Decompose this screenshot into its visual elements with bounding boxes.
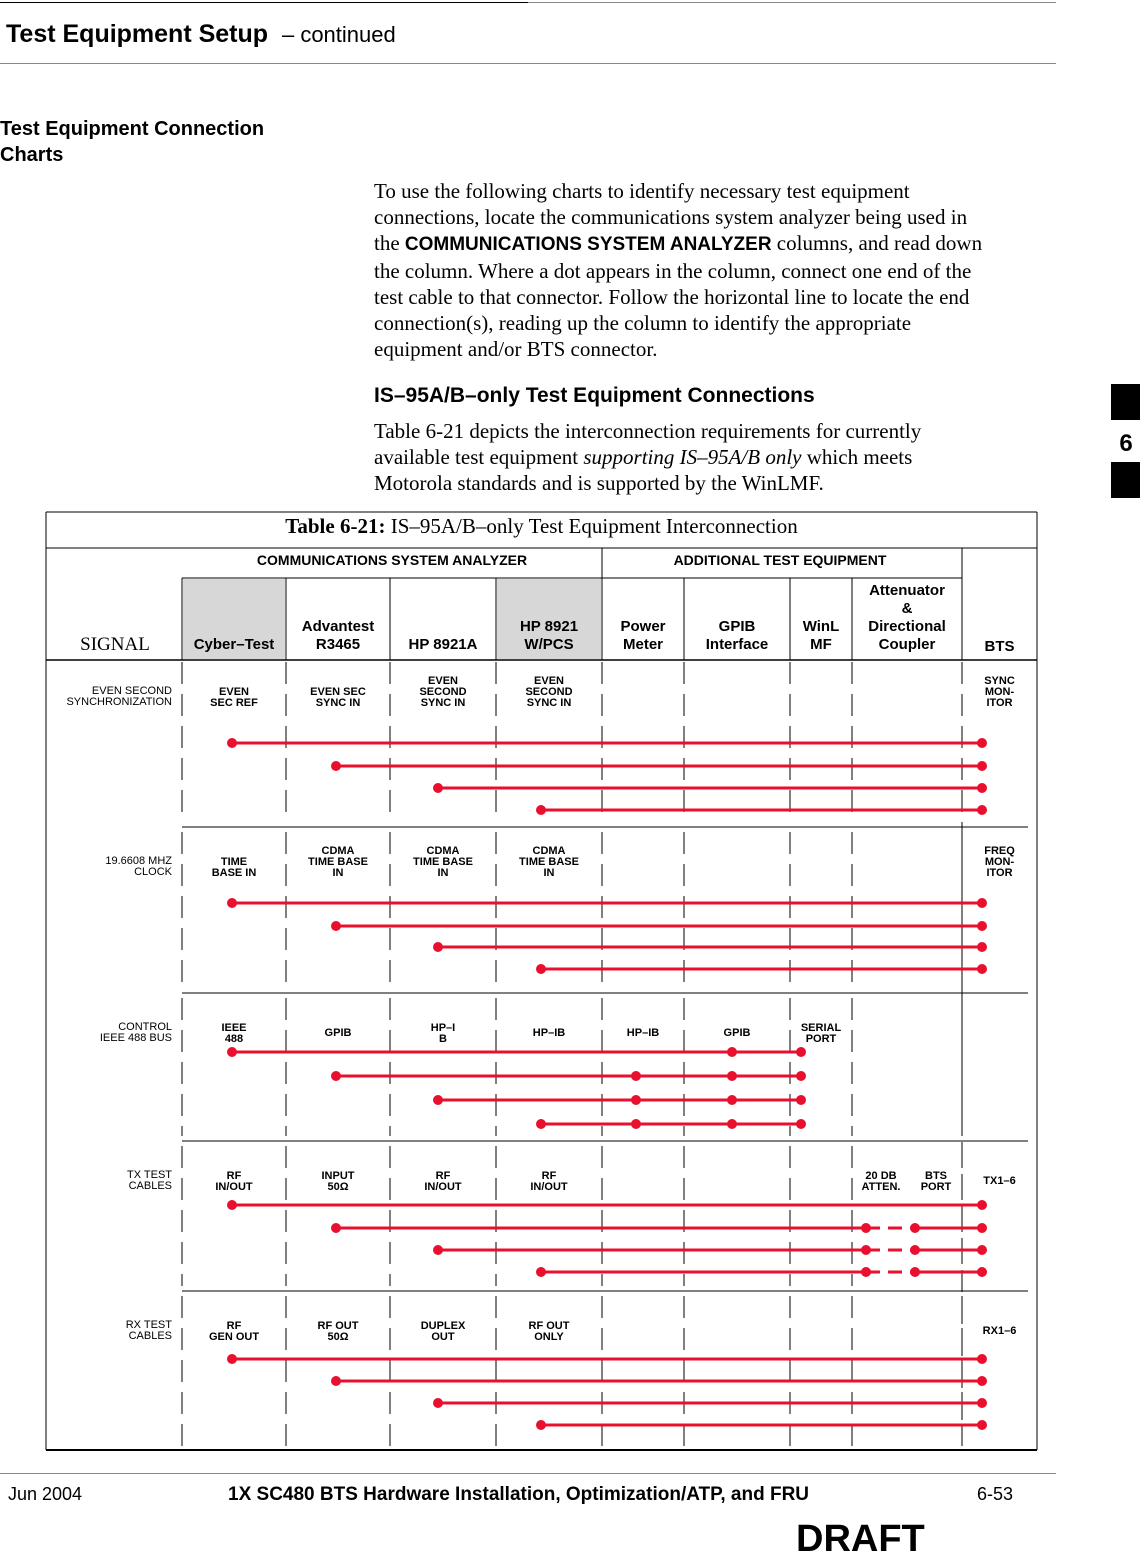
connector-label: EVEN <box>219 686 249 698</box>
signal-label: CONTROL <box>118 1021 172 1033</box>
connector-label: IN/OUT <box>424 1181 462 1193</box>
signal-header: SIGNAL <box>80 634 150 655</box>
signal-label: 19.6608 MHZ <box>105 855 172 867</box>
connector-label: 488 <box>224 1033 244 1045</box>
connection-dot <box>227 1047 237 1057</box>
intro-line-5: test cable to that connector. Follow the horizontal line to locate the end <box>374 285 970 309</box>
connection-dot <box>977 1223 987 1233</box>
draft-watermark: DRAFT <box>796 1518 925 1560</box>
connection-dot <box>331 1376 341 1386</box>
connection-dot <box>631 1119 641 1129</box>
connection-dot <box>227 1200 237 1210</box>
connection-dot <box>977 1354 987 1364</box>
signal-label: CABLES <box>128 1330 172 1342</box>
connection-dot <box>977 1420 987 1430</box>
connection-dot <box>977 738 987 748</box>
section-title-line2: Charts <box>0 144 64 166</box>
column-header: Cyber–Test <box>193 636 275 653</box>
group-header-additional: ADDITIONAL TEST EQUIPMENT <box>673 552 887 568</box>
section-title-line1: Test Equipment Connection <box>0 118 265 140</box>
intro-line-1: To use the following charts to identify necessary test equipment <box>374 179 910 203</box>
connection-dot <box>331 1071 341 1081</box>
footer-page-number: 6-53 <box>977 1484 1014 1504</box>
connection-dot <box>727 1095 737 1105</box>
connector-label: IEEE <box>221 1022 247 1034</box>
connection-dot <box>977 1398 987 1408</box>
connector-label: HP–IB <box>626 1027 660 1039</box>
column-header: W/PCS <box>524 636 574 653</box>
connection-dot <box>331 921 341 931</box>
connector-label: RF <box>541 1170 557 1182</box>
connection-dot <box>227 1354 237 1364</box>
connector-label: OUT <box>431 1331 455 1343</box>
connector-label: GPIB <box>723 1027 751 1039</box>
connector-label: IN/OUT <box>530 1181 568 1193</box>
connector-label: ITOR <box>986 697 1013 709</box>
connection-dot <box>727 1119 737 1129</box>
connector-label: TX1–6 <box>983 1175 1016 1187</box>
connection-dot <box>977 805 987 815</box>
connection-dot <box>977 964 987 974</box>
connection-dot <box>433 1245 443 1255</box>
column-header: Attenuator <box>869 582 945 599</box>
header-title: Test Equipment Setup <box>6 20 269 48</box>
signal-label: CLOCK <box>134 866 172 878</box>
connection-dot <box>433 783 443 793</box>
connection-dot <box>977 921 987 931</box>
connector-label: MON- <box>984 686 1015 698</box>
connector-label: ONLY <box>534 1331 564 1343</box>
connector-label: IN/OUT <box>215 1181 253 1193</box>
connection-dot <box>227 738 237 748</box>
table-caption-label: Table 6-21: <box>285 514 386 538</box>
connection-dot <box>433 942 443 952</box>
column-header: Meter <box>622 636 664 653</box>
connection-dot <box>536 1119 546 1129</box>
connection-dot <box>977 1376 987 1386</box>
table-intro-line-1: Table 6-21 depicts the interconnection requirements for currently <box>374 419 922 443</box>
connection-dot <box>796 1095 806 1105</box>
connection-dot <box>631 1071 641 1081</box>
connection-dot <box>536 964 546 974</box>
table-intro-line-2-italic: supporting IS–95A/B only <box>583 445 802 469</box>
connector-label: CDMA <box>321 845 355 857</box>
column-header: Directional <box>868 618 946 635</box>
footer-title: 1X SC480 BTS Hardware Installation, Optimization/ATP, and FRU <box>228 1484 810 1505</box>
connector-label: MON- <box>984 856 1015 868</box>
connector-label: CDMA <box>532 845 566 857</box>
column-header: R3465 <box>315 636 361 653</box>
signal-label: EVEN SECOND <box>91 685 172 697</box>
connection-dot <box>977 1267 987 1277</box>
connection-dot <box>977 942 987 952</box>
connector-label: ATTEN. <box>861 1181 901 1193</box>
connector-label: BASE IN <box>211 867 257 879</box>
connector-label: TIME BASE <box>413 856 473 868</box>
column-header: Coupler <box>878 636 936 653</box>
column-header: MF <box>810 636 832 653</box>
connector-label: SERIAL <box>800 1022 842 1034</box>
table-intro-line-2-pre: available test equipment <box>374 445 584 469</box>
table-caption <box>285 514 798 538</box>
chapter-tab-number: 6 <box>1119 430 1133 457</box>
connector-label: HP–I <box>430 1022 456 1034</box>
connection-dot <box>727 1071 737 1081</box>
connector-label: RF <box>226 1320 242 1332</box>
connection-dot <box>977 761 987 771</box>
connector-label: 50Ω <box>327 1181 349 1193</box>
connector-label: RF OUT <box>528 1320 570 1332</box>
connector-label: RX1–6 <box>982 1325 1017 1337</box>
column-header: Interface <box>705 636 769 653</box>
connector-label: RF OUT <box>317 1320 359 1332</box>
connector-label: SYNC <box>984 675 1015 687</box>
intro-line-3-post: columns, and read down <box>771 231 983 255</box>
subheading: IS–95A/B–only Test Equipment Connections <box>374 384 815 407</box>
intro-line-7: equipment and/or BTS connector. <box>374 337 658 361</box>
intro-line-4: the column. Where a dot appears in the column, connect one end of the <box>374 259 972 283</box>
connector-label: EVEN <box>534 675 564 687</box>
connector-label: SYNC IN <box>315 697 361 709</box>
column-header: BTS <box>984 638 1015 655</box>
table-caption-text: IS–95A/B–only Test Equipment Interconnection <box>385 514 798 538</box>
connection-dot <box>331 761 341 771</box>
connection-dot <box>536 1267 546 1277</box>
connector-label: 50Ω <box>327 1331 349 1343</box>
connector-label: 20 DB <box>865 1170 897 1182</box>
connection-dot <box>796 1047 806 1057</box>
column-header: Power <box>620 618 666 635</box>
column-header: HP 8921A <box>408 636 478 653</box>
connector-label: SEC REF <box>210 697 258 709</box>
footer-date: Jun 2004 <box>8 1484 83 1504</box>
table-intro-line-2-post: which meets <box>801 445 913 469</box>
connector-label: B <box>439 1033 447 1045</box>
connector-label: SYNC IN <box>420 697 466 709</box>
connection-dot <box>331 1223 341 1233</box>
connector-label: DUPLEX <box>420 1320 466 1332</box>
connector-label: GPIB <box>324 1027 352 1039</box>
connection-dot <box>910 1245 920 1255</box>
connection-dot <box>727 1047 737 1057</box>
connection-dot <box>861 1223 871 1233</box>
tab-block-top <box>1111 384 1140 420</box>
connection-dot <box>910 1267 920 1277</box>
column-header: Advantest <box>301 618 375 635</box>
connection-dot <box>227 898 237 908</box>
column-header: WinL <box>802 618 840 635</box>
connector-label: CDMA <box>426 845 460 857</box>
connector-label: EVEN SEC <box>310 686 366 698</box>
signal-label: RX TEST <box>125 1319 172 1331</box>
signal-label: SYNCHRONIZATION <box>66 696 172 708</box>
connector-label: INPUT <box>321 1170 355 1182</box>
connector-label: EVEN <box>428 675 458 687</box>
connection-dot <box>977 783 987 793</box>
column-header: GPIB <box>718 618 756 635</box>
header-continued: – continued <box>281 22 396 47</box>
connector-label: FREQ <box>984 845 1015 857</box>
intro-line-3-pre: the <box>374 231 405 255</box>
table-intro-line-3: Motorola standards and is supported by the WinLMF. <box>374 471 824 495</box>
connector-label: TIME BASE <box>519 856 579 868</box>
connector-label: BTS <box>925 1170 947 1182</box>
connector-label: IN <box>332 867 344 879</box>
connector-label: ITOR <box>986 867 1013 879</box>
connection-dot <box>977 1200 987 1210</box>
connector-label: PORT <box>805 1033 837 1045</box>
connection-dot <box>433 1398 443 1408</box>
signal-label: TX TEST <box>126 1169 172 1181</box>
connection-dot <box>631 1095 641 1105</box>
intro-line-3-bold: COMMUNICATIONS SYSTEM ANALYZER <box>404 234 772 255</box>
connector-label: SECOND <box>525 686 573 698</box>
connection-dot <box>861 1267 871 1277</box>
connection-dot <box>910 1223 920 1233</box>
connector-label: HP–IB <box>532 1027 566 1039</box>
table-text <box>66 514 1016 1343</box>
tab-block-bottom <box>1111 462 1140 498</box>
column-header: & <box>901 600 913 617</box>
connector-label: SECOND <box>419 686 467 698</box>
group-header-csa: COMMUNICATIONS SYSTEM ANALYZER <box>256 552 528 568</box>
connection-dot <box>861 1245 871 1255</box>
connection-dot <box>796 1071 806 1081</box>
signal-label: IEEE 488 BUS <box>99 1032 172 1044</box>
connection-dot <box>536 805 546 815</box>
connector-label: RF <box>435 1170 451 1182</box>
connection-dot <box>977 898 987 908</box>
connector-label: TIME BASE <box>308 856 368 868</box>
intro-line-6: connection(s), reading up the column to identify the appropriate <box>374 311 912 335</box>
connection-dot <box>536 1420 546 1430</box>
connection-dot <box>977 1245 987 1255</box>
connection-dot <box>796 1119 806 1129</box>
connector-label: GEN OUT <box>208 1331 260 1343</box>
signal-label: CABLES <box>128 1180 172 1192</box>
connector-label: IN <box>543 867 555 879</box>
connector-label: RF <box>226 1170 242 1182</box>
column-header: HP 8921 <box>519 618 579 635</box>
connector-label: IN <box>437 867 449 879</box>
connector-label: SYNC IN <box>526 697 572 709</box>
connector-label: PORT <box>920 1181 952 1193</box>
footer-rule <box>0 1473 1056 1474</box>
intro-line-2: connections, locate the communications system analyzer being used in <box>374 205 968 229</box>
connector-label: TIME <box>220 856 248 868</box>
connection-dot <box>433 1095 443 1105</box>
